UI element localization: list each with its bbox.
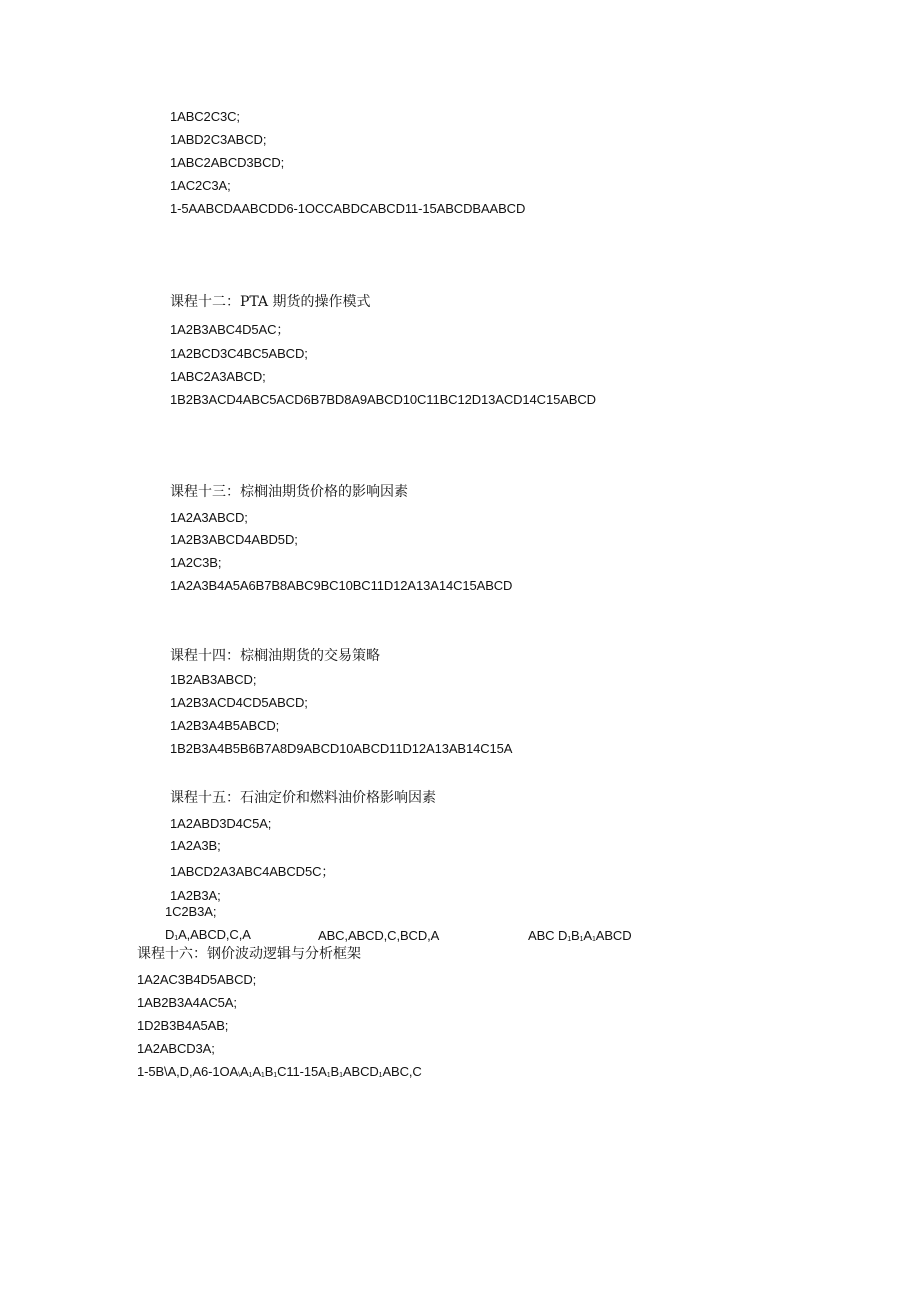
section-title: 课程十五：石油定价和燃料油价格影响因素	[170, 790, 436, 806]
answer-line: 1A2B3ACD4CD5ABCD;	[170, 695, 308, 710]
answer-line: 1A2A3ABCD;	[170, 510, 248, 525]
section-title: 课程十三：棕榈油期货价格的影响因素	[170, 484, 408, 500]
answer-line: 1ABCD2A3ABC4ABCD5C；	[170, 864, 335, 879]
answer-line: 1A2B3A4B5ABCD;	[170, 718, 280, 733]
answer-line: 1-5AABCDAABCDD6-1OCCABDCABCD11-15ABCDBAABCD	[170, 201, 526, 216]
answer-line: 1B2AB3ABCD;	[170, 672, 257, 687]
answer-line: 1A2BCD3C4BC5ABCD;	[170, 346, 308, 361]
answer-line: 1A2B3ABCD4ABD5D;	[170, 532, 298, 547]
answer-line: 1A2ABCD3A;	[137, 1041, 215, 1056]
answer-line: 1A2A3B4A5A6B7B8ABC9BC10BC11D12A13A14C15ABCD	[170, 578, 513, 593]
answer-line: 1D2B3B4A5AB;	[137, 1018, 229, 1033]
answer-line: 1A2C3B;	[170, 555, 222, 570]
answer-line: 1B2B3ACD4ABC5ACD6B7BD8A9ABCD10C11BC12D13ACD14C15ABCD	[170, 392, 596, 407]
answer-line-final: $1-5B\backslash A,D,A6-1OA_\backslash A_1A_1B_1C11-15A_1B_1ABCD_1ABC,C$	[137, 1064, 422, 1079]
section-title: 课程十六：钢价波动逻辑与分析框架	[137, 946, 361, 962]
section-title: 课程十二：PTA 期货的操作模式	[170, 294, 371, 310]
answer-line: 1A2AC3B4D5ABCD;	[137, 972, 257, 987]
answer-line: 1B2B3A4B5B6B7A8D9ABCD10ABCD11D12A13AB14C15A	[170, 741, 513, 756]
answer-column-1: $D_1A,ABCD,C,A$	[165, 927, 251, 942]
answer-line: 1ABD2C3ABCD;	[170, 132, 267, 147]
answer-line: 1ABC2A3ABCD;	[170, 369, 266, 384]
answer-line: 1AC2C3A;	[170, 178, 231, 193]
answer-line: 1A2B3A;	[170, 888, 221, 903]
answer-line: 1ABC2ABCD3BCD;	[170, 155, 285, 170]
section-title: 课程十四：棕榈油期货的交易策略	[170, 648, 380, 664]
answer-column-2: ABC,ABCD,C,BCD,A	[318, 928, 440, 943]
answer-line: 1C2B3A;	[165, 904, 217, 919]
answer-line: 1A2B3ABC4D5AC；	[170, 322, 290, 337]
answer-column-3: ABC $D_1B_1A_1ABCD$	[528, 928, 632, 943]
answer-line: 1A2A3B;	[170, 838, 221, 853]
answer-line: 1AB2B3A4AC5A;	[137, 995, 237, 1010]
answer-line: 1ABC2C3C;	[170, 109, 240, 124]
answer-line: 1A2ABD3D4C5A;	[170, 816, 272, 831]
